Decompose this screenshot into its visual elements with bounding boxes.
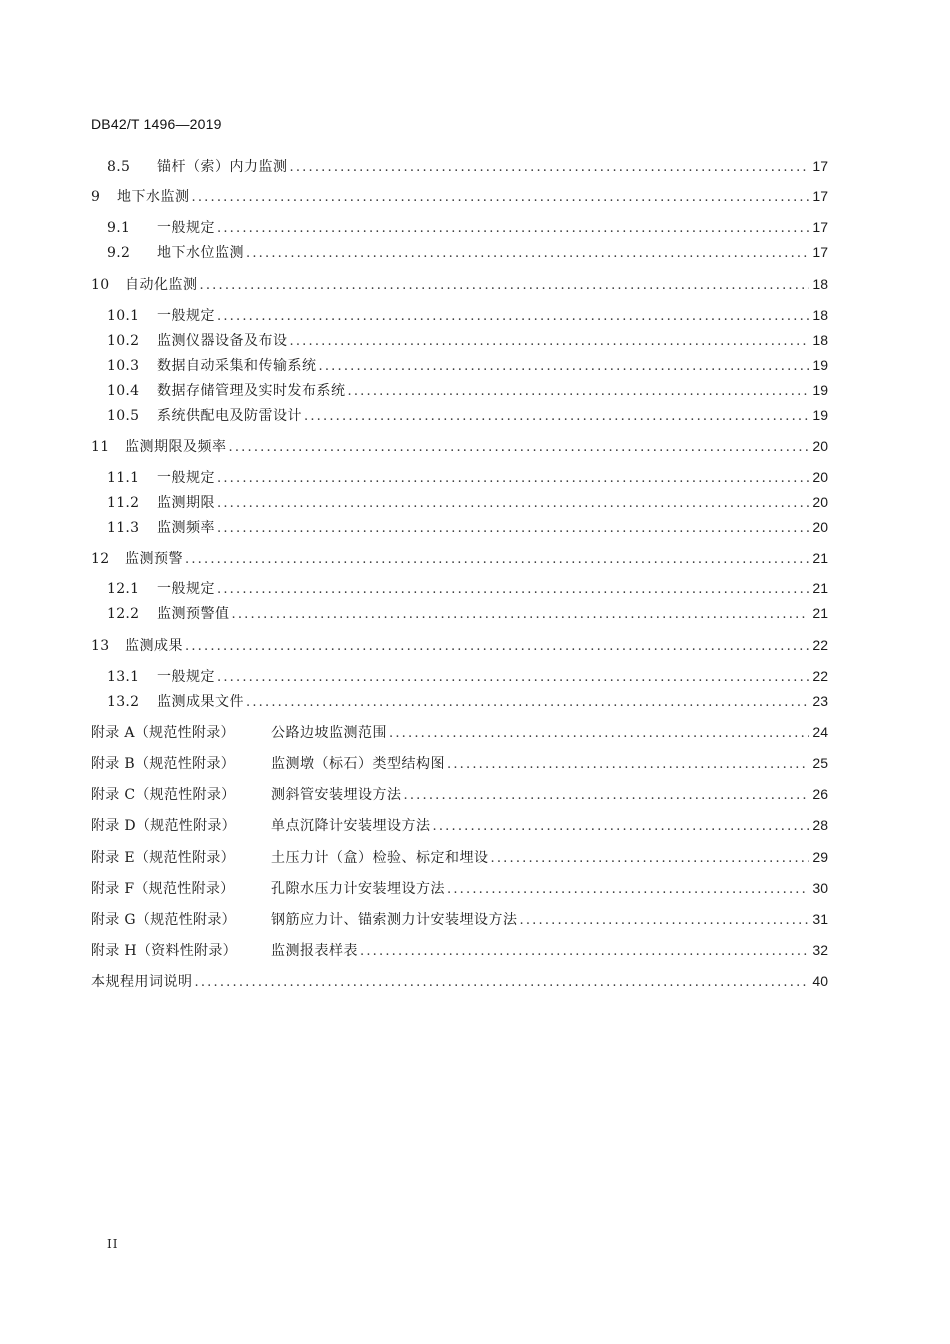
toc-entry-page: 20 [812,519,828,535]
toc-entry-number: 12.2 [107,606,140,622]
toc-dot-leader [217,219,809,239]
toc-entry-title: 监测预警值 [157,606,230,622]
toc-dot-leader [304,407,809,427]
toc-entry-title: 单点沉降计安装埋设方法 [271,818,431,834]
toc-entry-title: 一般规定 [157,669,215,685]
toc-entry-title: 数据自动采集和传输系统 [157,358,317,374]
toc-entry-number: 10.2 [107,333,140,349]
toc-entry-page: 26 [812,786,828,802]
toc-entry-number: 9.1 [107,220,131,236]
toc-entry[interactable] [107,156,828,176]
toc-entry-page: 17 [812,244,828,260]
toc-entry[interactable] [107,492,828,512]
toc-dot-leader [447,880,809,900]
toc-entry-title: 监测期限及频率 [125,439,227,455]
toc-dot-leader [217,519,809,539]
toc-dot-leader [348,382,810,402]
toc-entry-title: 监测期限 [157,495,215,511]
toc-entry-number: 10.3 [107,358,140,374]
toc-entry-number: 附录 G（规范性附录） [91,912,236,928]
toc-dot-leader [232,605,810,625]
toc-entry-page: 17 [812,219,828,235]
toc-dot-leader [217,494,809,514]
toc-dot-leader [447,755,809,775]
toc-entry-number: 10.1 [107,308,140,324]
toc-entry-page: 31 [812,911,828,927]
toc-entry-title: 测斜管安装埋设方法 [271,787,402,803]
toc-entry-number: 附录 B（规范性附录） [91,756,236,772]
toc-entry-page: 22 [812,668,828,684]
toc-entry[interactable] [91,436,828,456]
page-number: II [107,1237,119,1251]
toc-entry-page: 18 [812,332,828,348]
toc-entry-title: 监测报表样表 [271,943,358,959]
toc-entry-page: 17 [812,158,828,174]
toc-entry-page: 19 [812,357,828,373]
toc-dot-leader [491,849,810,869]
toc-entry-appendix-d[interactable] [91,815,828,835]
toc-entry-title: 锚杆（索）内力监测 [157,159,288,175]
toc-entry-number: 附录 H（资料性附录） [91,943,237,959]
toc-entry[interactable] [107,467,828,487]
toc-entry-title: 地下水位监测 [157,245,244,261]
toc-entry-number: 附录 E（规范性附录） [91,850,235,866]
toc-entry-number: 12.1 [107,581,140,597]
toc-entry-page: 40 [812,973,828,989]
toc-entry-number: 10.4 [107,383,140,399]
toc-entry-page: 19 [812,407,828,423]
toc-entry-number: 11.1 [107,470,140,486]
toc-entry-page: 22 [812,637,828,653]
toc-dot-leader [217,668,809,688]
toc-entry-number: 11.2 [107,495,140,511]
toc-entry-title: 监测仪器设备及布设 [157,333,288,349]
toc-dot-leader [319,357,810,377]
toc-entry[interactable] [91,548,828,568]
toc-entry[interactable] [107,691,828,711]
toc-dot-leader [192,188,810,208]
toc-entry-appendix-h[interactable] [91,940,828,960]
toc-dot-leader [185,637,809,657]
toc-entry[interactable] [107,330,828,350]
toc-entry-page: 23 [812,693,828,709]
toc-entry-page: 29 [812,849,828,865]
toc-dot-leader [520,911,810,931]
toc-entry-number: 11.3 [107,520,140,536]
toc-dot-leader [246,693,809,713]
toc-entry-page: 21 [812,580,828,596]
toc-entry-number: 附录 A（规范性附录） [91,725,235,741]
toc-entry-page: 21 [812,605,828,621]
toc-entry[interactable] [107,242,828,262]
toc-entry-page: 20 [812,438,828,454]
toc-entry-title: 土压力计（盒）检验、标定和埋设 [271,850,489,866]
toc-entry-page: 21 [812,550,828,566]
toc-dot-leader [200,276,810,296]
toc-entry-page: 18 [812,276,828,292]
toc-entry-title: 孔隙水压力计安装埋设方法 [271,881,445,897]
toc-entry-page: 17 [812,188,828,204]
toc-entry-number: 13 [91,638,110,654]
toc-entry-page: 24 [812,724,828,740]
toc-entry[interactable] [107,305,828,325]
toc-entry-number: 13.1 [107,669,140,685]
toc-entry-title: 监测预警 [125,551,183,567]
toc-entry-title: 一般规定 [157,220,215,236]
toc-entry-number: 10 [91,277,110,293]
toc-entry-number: 9.2 [107,245,131,261]
toc-entry-page: 32 [812,942,828,958]
toc-entry-title: 钢筋应力计、锚索测力计安装埋设方法 [271,912,518,928]
toc-entry[interactable] [107,355,828,375]
toc-entry-number: 8.5 [107,159,131,175]
toc-entry-appendix-c[interactable] [91,784,828,804]
toc-entry[interactable] [107,666,828,686]
toc-dot-leader [389,724,809,744]
toc-entry-appendix-e[interactable] [91,847,828,867]
toc-entry-terms-explanation[interactable] [91,971,828,991]
toc-dot-leader [246,244,809,264]
toc-dot-leader [290,332,810,352]
toc-dot-leader [404,786,810,806]
toc-dot-leader [217,469,809,489]
toc-entry-page: 18 [812,307,828,323]
toc-entry[interactable] [91,186,828,206]
toc-entry-title: 一般规定 [157,308,215,324]
toc-entry-number: 附录 C（规范性附录） [91,787,236,803]
toc-entry-title: 自动化监测 [125,277,198,293]
toc-entry-number: 11 [91,439,110,455]
toc-entry-title: 一般规定 [157,581,215,597]
toc-entry-title: 数据存储管理及实时发布系统 [157,383,346,399]
toc-dot-leader [185,550,809,570]
toc-entry-appendix-g[interactable] [91,909,828,929]
toc-entry[interactable] [107,578,828,598]
toc-dot-leader [217,307,809,327]
toc-entry[interactable] [107,603,828,623]
toc-entry-title: 监测频率 [157,520,215,536]
toc-entry-appendix-a[interactable] [91,722,828,742]
toc-entry[interactable] [91,274,828,294]
toc-entry-page: 25 [812,755,828,771]
toc-entry-title: 地下水监测 [117,189,190,205]
toc-entry-appendix-f[interactable] [91,878,828,898]
toc-entry-appendix-b[interactable] [91,753,828,773]
toc-entry-number: 附录 F（规范性附录） [91,881,235,897]
toc-dot-leader [229,438,810,458]
toc-dot-leader [195,973,810,993]
toc-dot-leader [290,158,810,178]
toc-entry[interactable] [107,217,828,237]
toc-entry-title: 监测成果文件 [157,694,244,710]
toc-entry-page: 30 [812,880,828,896]
toc-entry-page: 20 [812,494,828,510]
toc-entry-title: 一般规定 [157,470,215,486]
toc-entry-title: 公路边坡监测范围 [271,725,387,741]
toc-entry-title: 本规程用词说明 [91,974,193,990]
toc-dot-leader [217,580,809,600]
toc-entry-page: 20 [812,469,828,485]
toc-entry-page: 28 [812,817,828,833]
toc-dot-leader [433,817,810,837]
toc-entry-title: 监测墩（标石）类型结构图 [271,756,445,772]
toc-entry-number: 10.5 [107,408,140,424]
toc-entry[interactable] [91,635,828,655]
toc-entry-page: 19 [812,382,828,398]
toc-entry-number: 9 [91,189,101,205]
toc-entry-number: 附录 D（规范性附录） [91,818,236,834]
toc-entry-title: 监测成果 [125,638,183,654]
document-code: DB42/T 1496—2019 [91,116,222,132]
toc-entry[interactable] [107,517,828,537]
toc-dot-leader [360,942,809,962]
toc-entry[interactable] [107,405,828,425]
toc-entry-title: 系统供配电及防雷设计 [157,408,302,424]
toc-entry-number: 12 [91,551,110,567]
toc-entry-number: 13.2 [107,694,140,710]
toc-entry[interactable] [107,380,828,400]
